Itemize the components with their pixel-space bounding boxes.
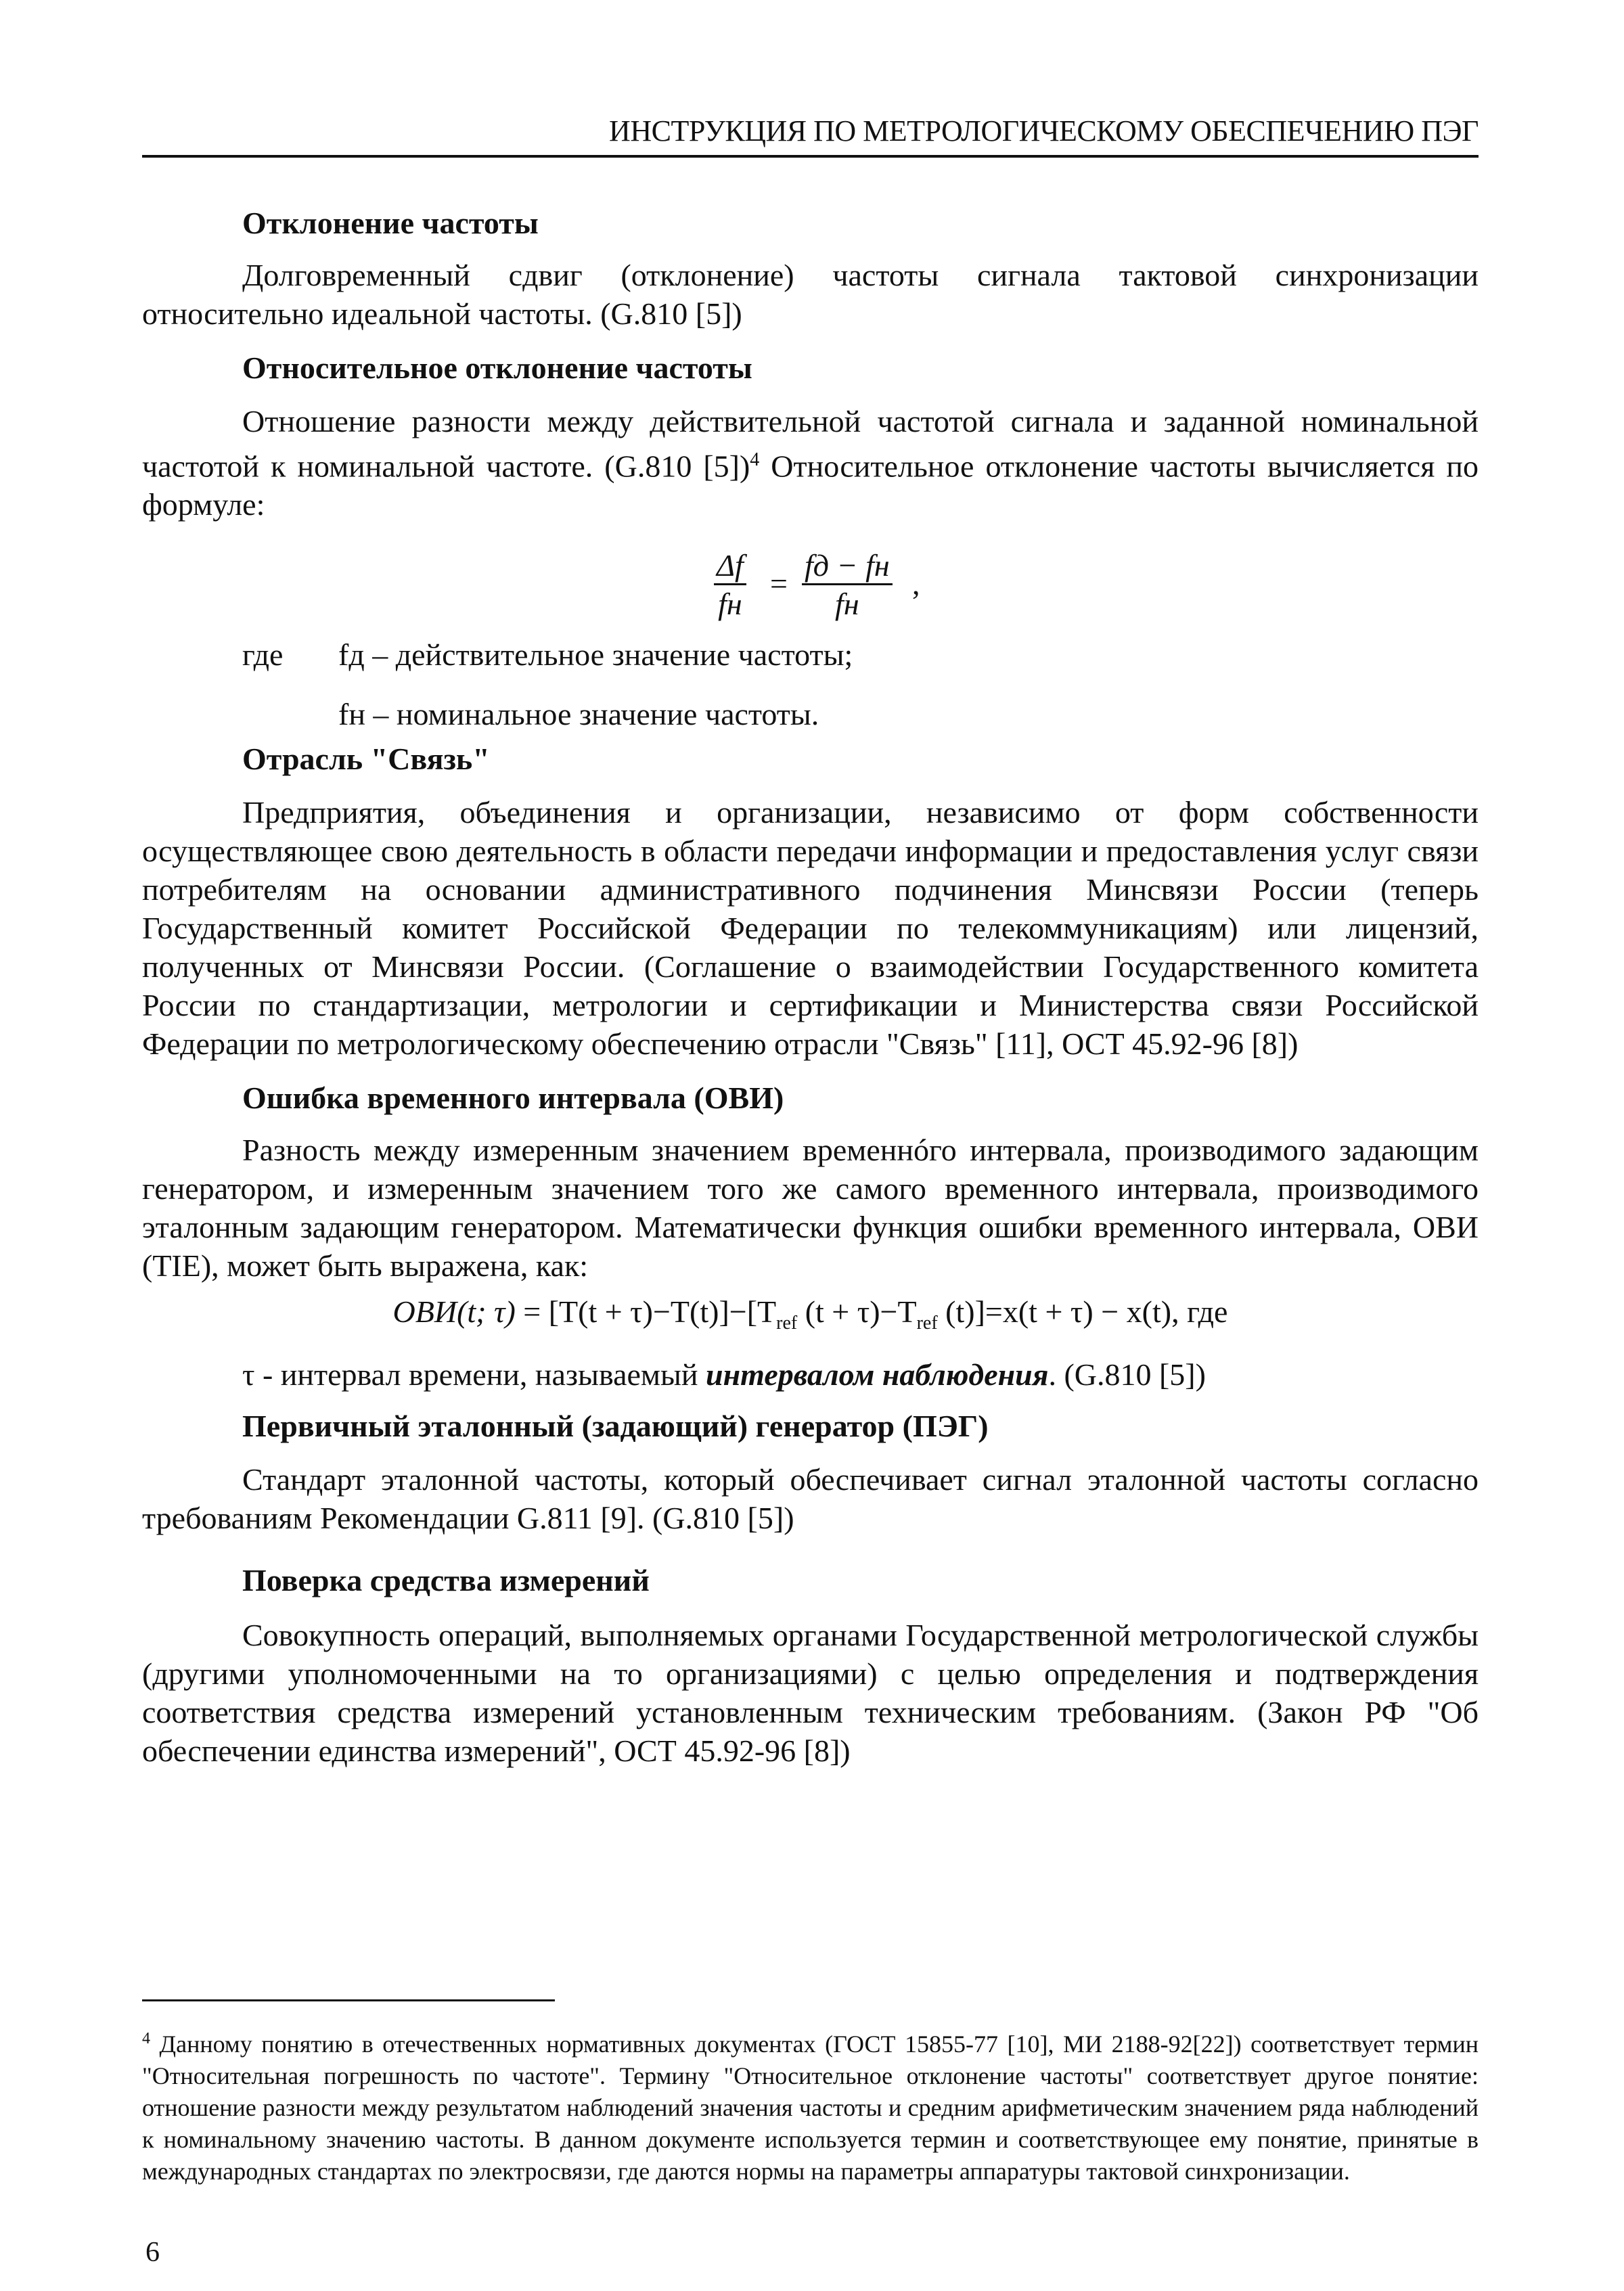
def-relative-text-cont: Относительное отклонение частоты вычисляется по формуле:: [142, 449, 1479, 522]
tie-equation: [142, 1285, 1479, 1351]
def-relative-frequency-deviation: [142, 402, 1479, 524]
term-time-interval-error: Ошибка временного интервала (ОВИ): [242, 1081, 784, 1116]
page-number: 6: [145, 2237, 160, 2268]
eq-part-3: (t + τ)−T: [797, 1294, 917, 1330]
eq-part-5: , где: [1171, 1294, 1228, 1330]
formula-lhs-fraction: [714, 548, 746, 623]
where-item-nominal: fн – номинальное значение частоты.: [338, 697, 819, 732]
term-primary-reference-clock: Первичный эталонный (задающий) генератор (ПЭГ): [242, 1408, 989, 1443]
footnote-text: Данному понятию в отечественных нормативных документах (ГОСТ 15855-77 [10], МИ 2188-92[22]) соответствует термин "Относительная погрешность по частоте". Термину "Относительное отклонение частоты" соответствует другое понятие: отношение разности между результатом наблюдений значения частоты и средним арифметическим значением ряда наблюдений к номинальному значению частоты. В данном документе используется термин и соответствующее ему понятие, принятые в международных стандартах по электросвязи, где даются нормы на параметры аппаратуры тактовой синхронизации.: [142, 2031, 1479, 2185]
formula-rhs-den: fн: [835, 587, 859, 622]
footnote-4: [142, 2023, 1479, 2187]
tau-text: τ - интервал времени, называемый: [242, 1357, 706, 1392]
relative-deviation-formula: [142, 524, 1479, 625]
eq-part-2: = [T(t + τ)−T(t)]−[T: [515, 1294, 777, 1330]
where-item-actual: fд – действительное значение частоты;: [338, 637, 853, 673]
def-frequency-deviation: Долговременный сдвиг (отклонение) частоты сигнала тактовой синхронизации относительно идеальной частоты. (G.810 [5]): [142, 258, 1479, 331]
term-frequency-deviation: Отклонение частоты: [242, 206, 539, 240]
formula-comma: ,: [912, 566, 920, 602]
formula-lhs-den: fн: [718, 587, 742, 622]
formula-rhs-fraction: [802, 548, 893, 623]
term-verification: Поверка средства измерений: [242, 1562, 650, 1597]
formula-lhs-num: Δf: [714, 548, 746, 585]
def-industry-communications: Предприятия, объединения и организации, независимо от форм собственности осуществляющее свою деятельность в области передачи информации и предоставления услуг связи потребителям на основании административного подчинения Минсвязи России (теперь Государственный комитет Российской Федерации по телекоммуникациям) или лицензий, полученных от Минсвязи России. (Соглашение о взаимодействии Государственного комитета России по стандартизации, метрологии и сертификации и Министерства связи Российской Федерации по метрологическому обеспечению отрасли "Связь" [11], ОСТ 45.92-96 [8]): [142, 795, 1479, 1062]
footnote-separator: [142, 1999, 555, 2001]
where-block: [142, 625, 1479, 744]
eq-part-1: ОВИ(t; τ): [392, 1294, 516, 1330]
tau-definition: [142, 1355, 1479, 1394]
running-header: ИНСТРУКЦИЯ ПО МЕТРОЛОГИЧЕСКОМУ ОБЕСПЕЧЕНИЮ ПЭГ: [142, 114, 1479, 158]
eq-sub-1: ref: [776, 1313, 798, 1334]
eq-part-4: (t)]=x(t + τ) − x(t): [937, 1294, 1172, 1330]
def-relative-text: Отношение разности между действительной частотой сигнала и заданной номинальной частотой к номинальной частоте. (G.810 [5]): [142, 404, 1479, 484]
def-verification: Совокупность операций, выполняемых органами Государственной метрологической службы (другими уполномоченными на то организациями) с целью определения и подтверждения соответствия средства измерений установленным техническим требованиям. (Закон РФ "Об обеспечении единства измерений", ОСТ 45.92-96 [8]): [142, 1617, 1479, 1768]
formula-rhs-num: fд − fн: [802, 548, 893, 585]
page-body: [142, 203, 1479, 1770]
tau-emphasis: интервалом наблюдения: [706, 1357, 1049, 1392]
term-industry-communications: Отрасль "Связь": [242, 742, 490, 777]
def-time-interval-error: Разность между измеренным значением временнóго интервала, производимого задающим генератором, и измеренным значением того же самого временного интервала, производимого эталонным задающим генератором. Математически функция ошибки временного интервала, ОВИ (TIE), может быть выражена, как:: [142, 1133, 1479, 1284]
eq-sub-2: ref: [916, 1313, 938, 1334]
footnote-mark: 4: [142, 2030, 150, 2047]
def-primary-reference-clock: Стандарт эталонной частоты, который обеспечивает сигнал эталонной частоты согласно требованиям Рекомендации G.811 [9]. (G.810 [5]): [142, 1461, 1479, 1535]
term-relative-frequency-deviation: Относительное отклонение частоты: [242, 350, 752, 385]
footnote-ref-4[interactable]: 4: [750, 449, 760, 470]
formula-equals: =: [770, 566, 788, 602]
tau-source: . (G.810 [5]): [1048, 1357, 1206, 1392]
where-label: где: [242, 637, 284, 673]
